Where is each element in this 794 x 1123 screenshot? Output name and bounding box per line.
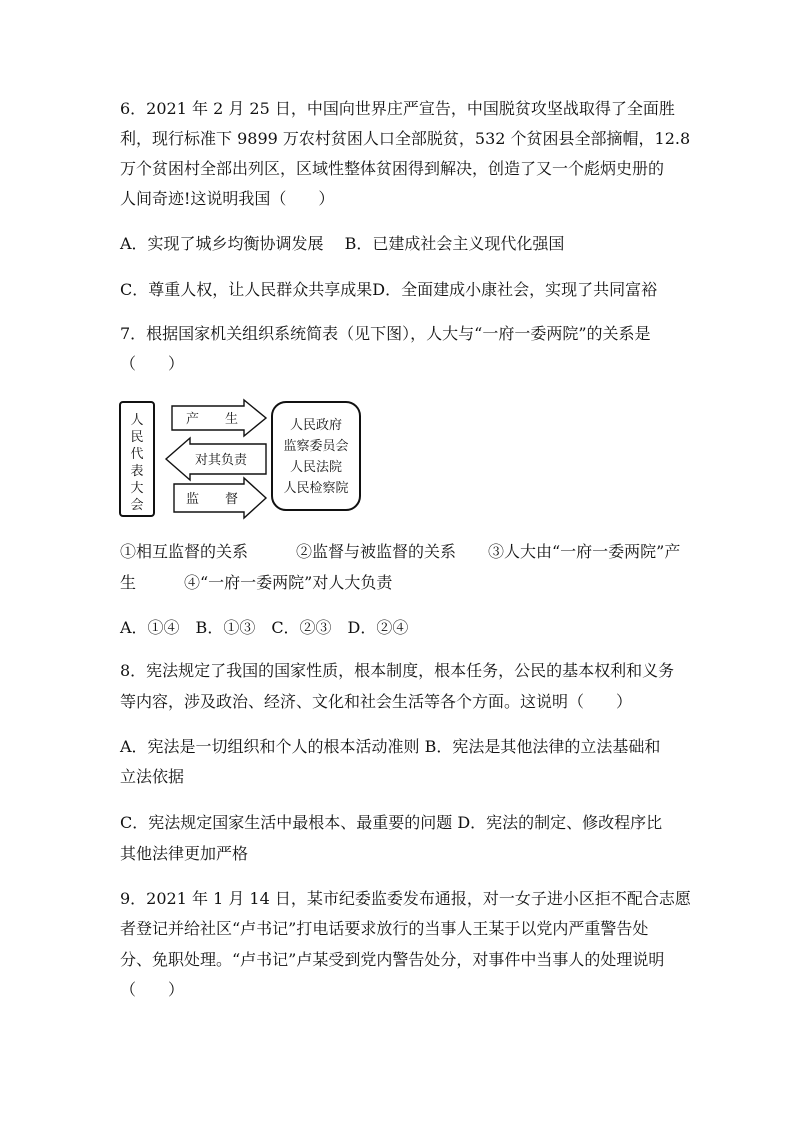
q7-statements-1: ①相互监督的关系 ②监督与被监督的关系 ③人大由“一府一委两院”产: [120, 542, 681, 561]
q6-line-4: 人间奇迹!这说明我国（ ）: [120, 189, 335, 208]
npc-char: 民: [130, 430, 144, 445]
q7-line-1: 7．根据国家机关组织系统简表（见下图），人大与“一府一委两院”的关系是: [120, 324, 651, 343]
npc-char: 表: [130, 464, 144, 479]
q9-line-4: （ ）: [120, 980, 185, 999]
q9-line-1: 9．2021 年 1 月 14 日，某市纪委监委发布通报，对一女子进小区拒不配合志愿: [120, 889, 691, 908]
q6-line-1: 6．2021 年 2 月 25 日，中国向世界庄严宣告，中国脱贫攻坚战取得了全面胜: [120, 99, 675, 118]
q8-option-c-1: C．宪法规定国家生活中最根本、最重要的问题 D．宪法的制定、修改程序比: [120, 813, 663, 832]
q8-line-1: 8．宪法规定了我国的国家性质，根本制度，根本任务，公民的基本权利和义务: [120, 661, 675, 680]
q6-option-ab: A．实现了城乡均衡协调发展 B．已建成社会主义现代化强国: [120, 234, 565, 253]
q7-line-2: （ ）: [120, 354, 185, 373]
q6-option-cd: C．尊重人权，让人民群众共享成果D．全面建成小康社会，实现了共同富裕: [120, 280, 658, 299]
npc-char: 会: [130, 498, 144, 513]
npc-char: 代: [130, 447, 144, 462]
q7-statements-2: 生 ④“一府一委两院”对人大负责: [120, 573, 393, 592]
responsible-label: 对其负责: [194, 453, 248, 468]
q9-line-3: 分、免职处理。“卢书记”卢某受到党内警告处分，对事件中当事人的处理说明: [120, 950, 665, 969]
npc-char: 大: [130, 481, 144, 496]
q6-line-2: 利，现行标准下 9899 万农村贫困人口全部脱贫，532 个贫困县全部摘帽，12.8: [120, 129, 691, 148]
supervision-commission-line: 监察委员会: [283, 439, 349, 454]
government-line: 人民政府: [289, 418, 343, 433]
q8-option-a-2: 立法依据: [120, 767, 185, 786]
court-line: 人民法院: [289, 460, 343, 475]
produce-label: 产 生: [185, 412, 239, 427]
q8-option-c-2: 其他法律更加严格: [120, 844, 249, 863]
supervise-label: 监 督: [185, 492, 239, 507]
state-organ-diagram: [118, 398, 368, 520]
q7-options: A．①④ B．①③ C．②③ D．②④: [120, 618, 409, 637]
q8-line-2: 等内容，涉及政治、经济、文化和社会生活等各个方面。这说明（ ）: [120, 692, 633, 711]
q6-line-3: 万个贫困村全部出列区，区域性整体贫困得到解决，创造了又一个彪炳史册的: [120, 159, 665, 178]
procuratorate-line: 人民检察院: [283, 481, 349, 496]
q8-option-a-1: A．宪法是一切组织和个人的根本活动准则 B．宪法是其他法律的立法基础和: [120, 737, 661, 756]
npc-char: 人: [130, 413, 144, 428]
q9-line-2: 者登记并给社区“卢书记”打电话要求放行的当事人王某于以党内严重警告处: [120, 919, 649, 938]
